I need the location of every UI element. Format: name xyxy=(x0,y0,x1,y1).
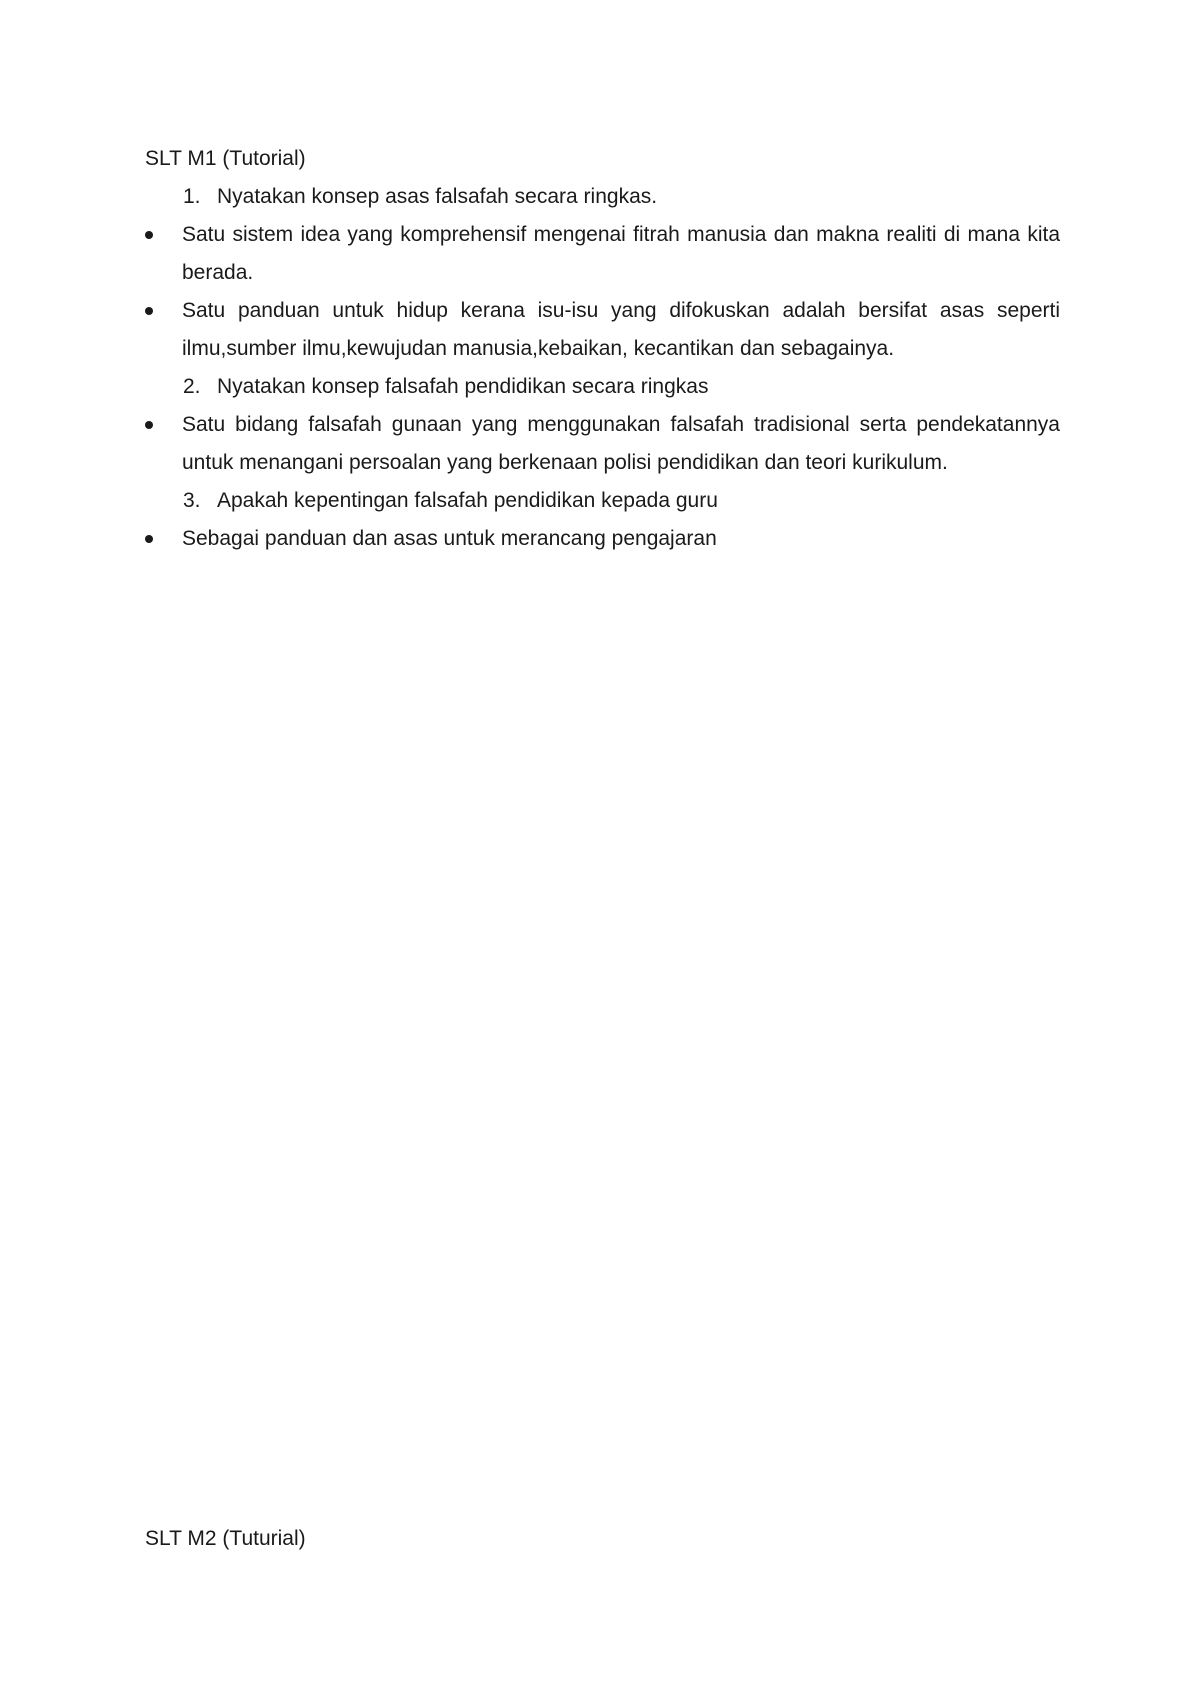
bullet-icon xyxy=(145,535,153,543)
answer-bullet xyxy=(145,292,1060,368)
question-number: 3. xyxy=(183,489,201,512)
answer-text: Satu bidang falsafah gunaan yang menggunakan falsafah tradisional serta pendekatannya untuk menangani persoalan yang berkenaan polisi pendidikan dan teori kurikulum. xyxy=(182,413,1060,474)
section-heading-slt-m2: SLT M2 (Tuturial) xyxy=(145,1527,306,1550)
question-text: Apakah kepentingan falsafah pendidikan kepada guru xyxy=(217,489,718,512)
section-slt-m1 xyxy=(145,140,1060,558)
answer-text: Satu panduan untuk hidup kerana isu-isu yang difokuskan adalah bersifat asas seperti ilmu,sumber ilmu,kewujudan manusia,kebaikan, kecantikan dan sebagainya. xyxy=(182,299,1060,360)
answer-bullet xyxy=(145,520,1060,558)
bullet-icon xyxy=(145,231,153,239)
question-3 xyxy=(145,482,1060,520)
question-text: Nyatakan konsep falsafah pendidikan secara ringkas xyxy=(217,375,709,398)
answer-text: Satu sistem idea yang komprehensif mengenai fitrah manusia dan makna realiti di mana kita berada. xyxy=(182,223,1060,284)
bullet-icon xyxy=(145,307,153,315)
question-number: 1. xyxy=(183,185,201,208)
question-2 xyxy=(145,368,1060,406)
answer-bullet xyxy=(145,406,1060,482)
answer-bullet xyxy=(145,216,1060,292)
question-text: Nyatakan konsep asas falsafah secara ringkas. xyxy=(217,185,658,208)
answer-text: Sebagai panduan dan asas untuk merancang pengajaran xyxy=(182,527,717,550)
section-heading: SLT M1 (Tutorial) xyxy=(145,147,306,170)
question-number: 2. xyxy=(183,375,201,398)
question-1 xyxy=(145,178,1060,216)
bullet-icon xyxy=(145,421,153,429)
